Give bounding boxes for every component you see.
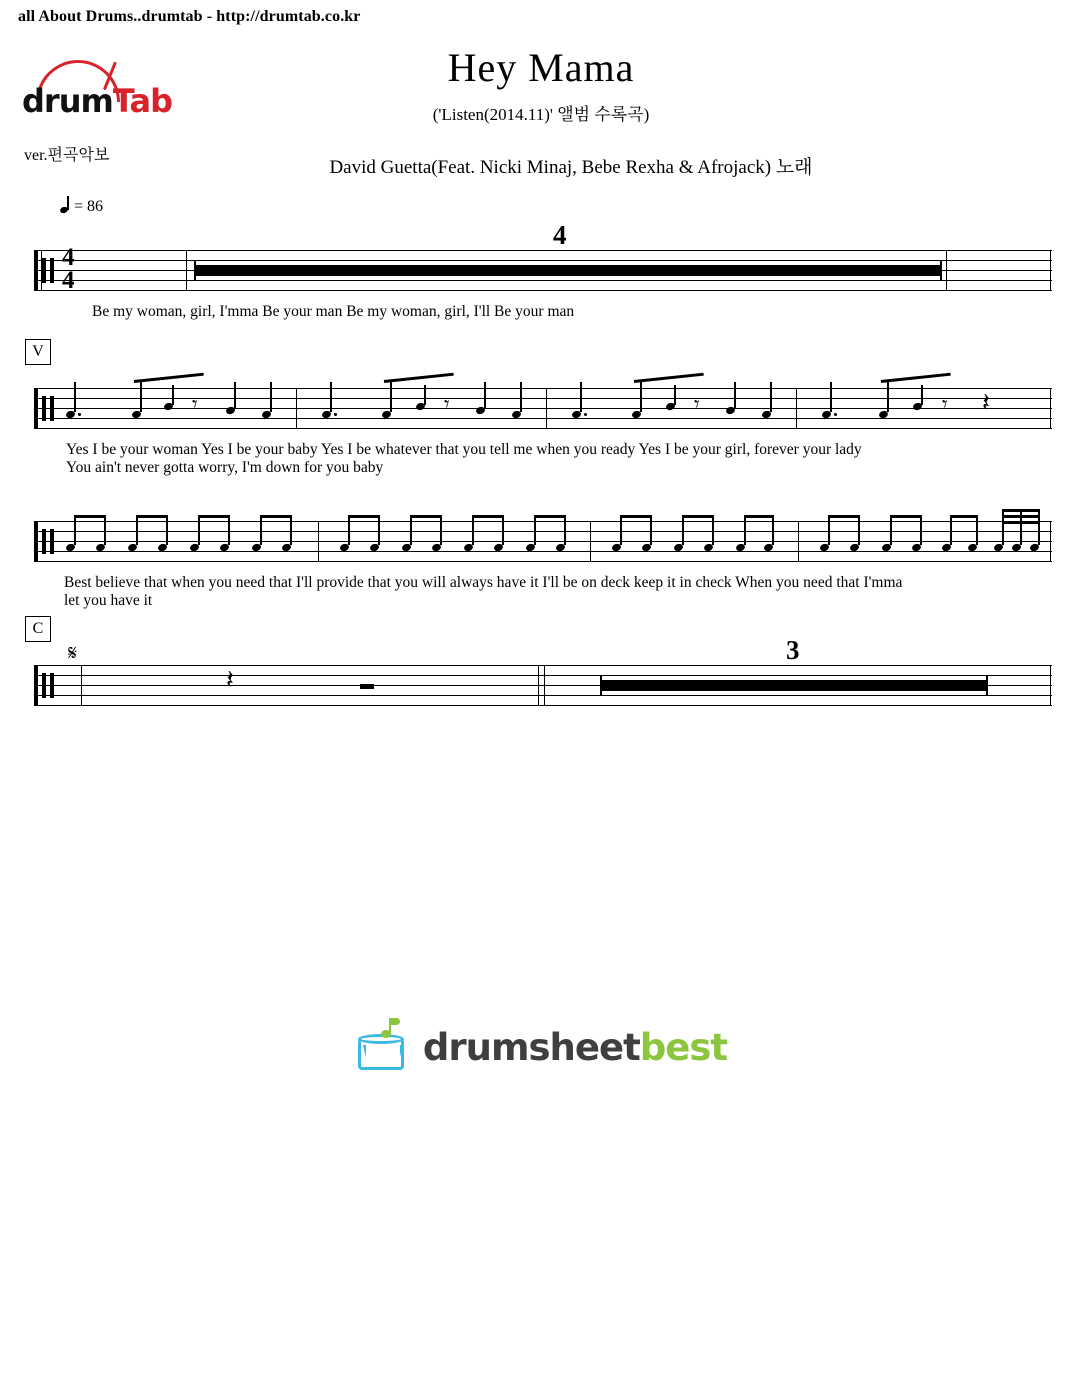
drumsheetbest-logo (0, 1018, 1082, 1076)
logo-text-left: drum (22, 82, 113, 120)
time-signature-top: 4 (62, 244, 75, 271)
album-subtitle: ('Listen(2014.11)' 앨범 수록곡) (432, 105, 650, 124)
lyrics-line: Be my woman, girl, I'mma Be your man Be my woman, girl, I'll Be your man (92, 303, 575, 320)
logo-text-right: Tab (112, 82, 173, 120)
page-title: Hey Mama (447, 45, 635, 90)
lyrics-line: Yes I be your woman Yes I be your baby Yes I be whatever that you tell me when you ready Yes I be your girl, forever your lady (66, 441, 862, 458)
lyrics-line: let you have it (64, 592, 153, 609)
section-marker-v: V (25, 339, 51, 365)
quarter-note-icon (60, 196, 70, 214)
half-rest-icon (360, 684, 374, 689)
tempo-value: = 86 (74, 198, 104, 215)
notation-measure-group-3 (34, 521, 1052, 562)
time-signature-bottom: 4 (62, 267, 75, 294)
section-marker-c: C (25, 616, 51, 642)
multimeasure-rest-count: 4 (553, 220, 567, 250)
footer-brand-text (423, 1026, 727, 1069)
segno-icon: 𝄋 (68, 641, 78, 665)
notation-measure-group-4: 𝄽 (34, 665, 1052, 706)
lyrics-line: You ain't never gotta worry, I'm down for you baby (66, 459, 384, 476)
multimeasure-rest-bar (194, 265, 942, 276)
lyrics-line: Best believe that when you need that I'll provide that you will always have it I'll be on deck keep it in check When you need that I'mma (64, 574, 903, 591)
time-signature (62, 246, 75, 292)
multimeasure-rest-bar (600, 680, 988, 691)
site-header-text: all About Drums..drumtab - http://drumtab.co.kr (18, 8, 361, 25)
notation-measure-group-2: 𝄾 𝄾 𝄾 𝄾 𝄽 (34, 388, 1052, 429)
version-label: ver.편곡악보 (24, 147, 110, 164)
tempo-marking (60, 196, 103, 216)
music-note-icon (381, 1018, 403, 1040)
footer-brand-green: best (639, 1025, 728, 1069)
drum-icon (355, 1018, 413, 1076)
footer-brand-dark: drumsheet (422, 1025, 640, 1069)
drum-clef-icon (42, 258, 56, 283)
multimeasure-rest-count: 3 (786, 635, 800, 665)
artist-credit: David Guetta(Feat. Nicki Minaj, Bebe Rexha & Afrojack) 노래 (329, 157, 813, 178)
